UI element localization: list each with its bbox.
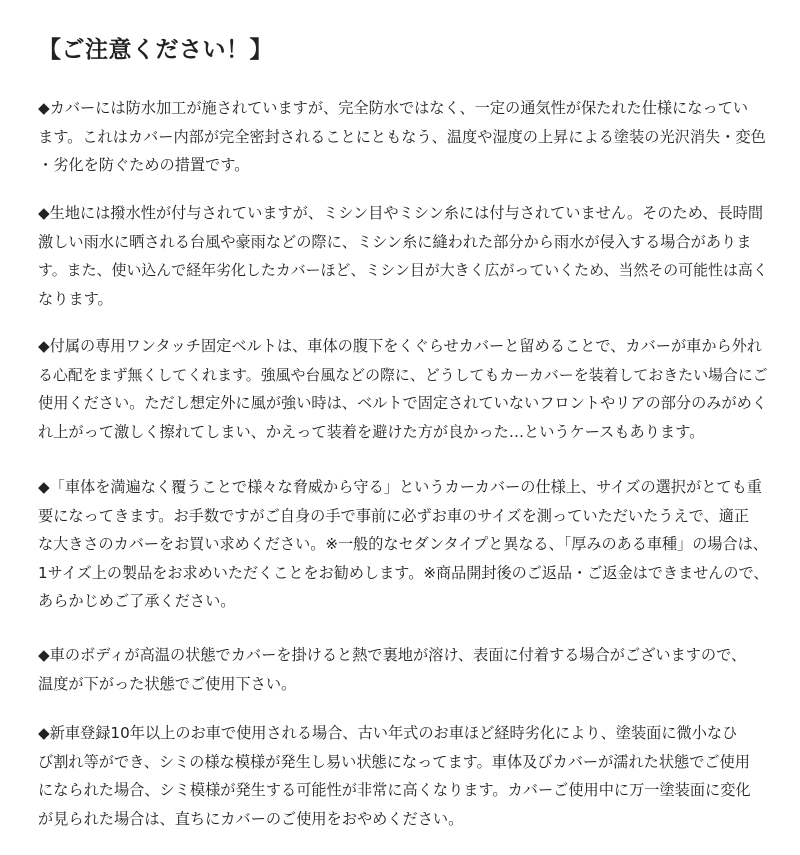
paragraph-line: れ上がって激しく擦れてしまい、かえって装着を避けた方が良かった…というケースもあります。 xyxy=(38,422,705,441)
paragraph-size xyxy=(38,473,768,616)
paragraph-line: び割れ等ができ、シミの様な模様が発生し易い状態になってます。車体及びカバーが濡れた状態でご使用 xyxy=(38,752,750,771)
paragraph-line: 1サイズ上の製品をお求めいただくことをお勧めします。※商品開封後のご返品・ご返金はできませんので、 xyxy=(38,563,769,582)
paragraph-line: 激しい雨水に晒される台風や豪雨などの際に、ミシン糸に縫われた部分から雨水が侵入する場合がありま xyxy=(38,232,752,251)
paragraph-line: な大きさのカバーをお買い求めください。※一般的なセダンタイプと異なる、「厚みのある車種」の場合は、 xyxy=(38,535,768,554)
paragraph-line: ◆カバーには防水加工が施されていますが、完全防水ではなく、一定の通気性が保たれた仕様になってい xyxy=(38,99,749,117)
paragraph-line: 温度が下がった状態でご使用下さい。 xyxy=(38,674,297,693)
paragraph-line: が見られた場合は、直ちにカバーのご使用をおやめください。 xyxy=(38,809,464,828)
paragraph-line: 使用ください。ただし想定外に風が強い時は、ベルトで固定されていないフロントやリアの部分のみがめく xyxy=(38,394,767,413)
paragraph-line: になられた場合、シミ模様が発生する可能性が非常に高くなります。カバーご使用中に万一塗装面に変化 xyxy=(38,781,751,800)
paragraph-line: あらかじめご了承ください。 xyxy=(38,592,236,611)
paragraph-line: ます。これはカバー内部が完全密封されることにともなう、温度や湿度の上昇による塗装の光沢消失・変色 xyxy=(38,127,766,146)
paragraph-line: ◆「車体を満遍なく覆うことで様々な脅威から守る」というカーカバーの仕様上、サイズの選択がとても重 xyxy=(38,478,762,496)
paragraph-line: ◆生地には撥水性が付与されていますが、ミシン目やミシン糸には付与されていません。そのため、長時間 xyxy=(38,204,764,222)
paragraph-heat xyxy=(38,641,768,698)
paragraph-water-repellent xyxy=(38,199,768,313)
paragraph-line: ◆車のボディが高温の状態でカバーを掛けると熱で裏地が溶け、表面に付着する場合がございますので、 xyxy=(38,646,747,664)
paragraph-line: ◆新車登録10年以上のお車で使用される場合、古い年式のお車ほど経時劣化により、塗装面に微小なひ xyxy=(38,724,738,742)
paragraph-old-car xyxy=(38,719,768,833)
paragraph-line: ・劣化を防ぐための措置です。 xyxy=(38,156,250,175)
page-title: 【ご注意ください！】 xyxy=(38,37,273,63)
paragraph-line: 要になってきます。お手数ですがご自身の手で事前に必ずお車のサイズを測っていただいたうえで、適正 xyxy=(38,506,750,525)
paragraph-line: る心配をまず無くしてくれます。強風や台風などの際に、どうしてもカーカバーを装着しておきたい場合にご xyxy=(38,365,768,384)
paragraph-waterproof xyxy=(38,94,768,180)
paragraph-line: す。また、使い込んで経年劣化したカバーほど、ミシン目が大きく広がっていくため、当然その可能性は高く xyxy=(38,261,768,280)
paragraph-belt xyxy=(38,332,768,446)
paragraph-line: なります。 xyxy=(38,289,113,308)
paragraph-line: ◆付属の専用ワンタッチ固定ベルトは、車体の腹下をくぐらせカバーと留めることで、カバーが車から外れ xyxy=(38,337,763,355)
